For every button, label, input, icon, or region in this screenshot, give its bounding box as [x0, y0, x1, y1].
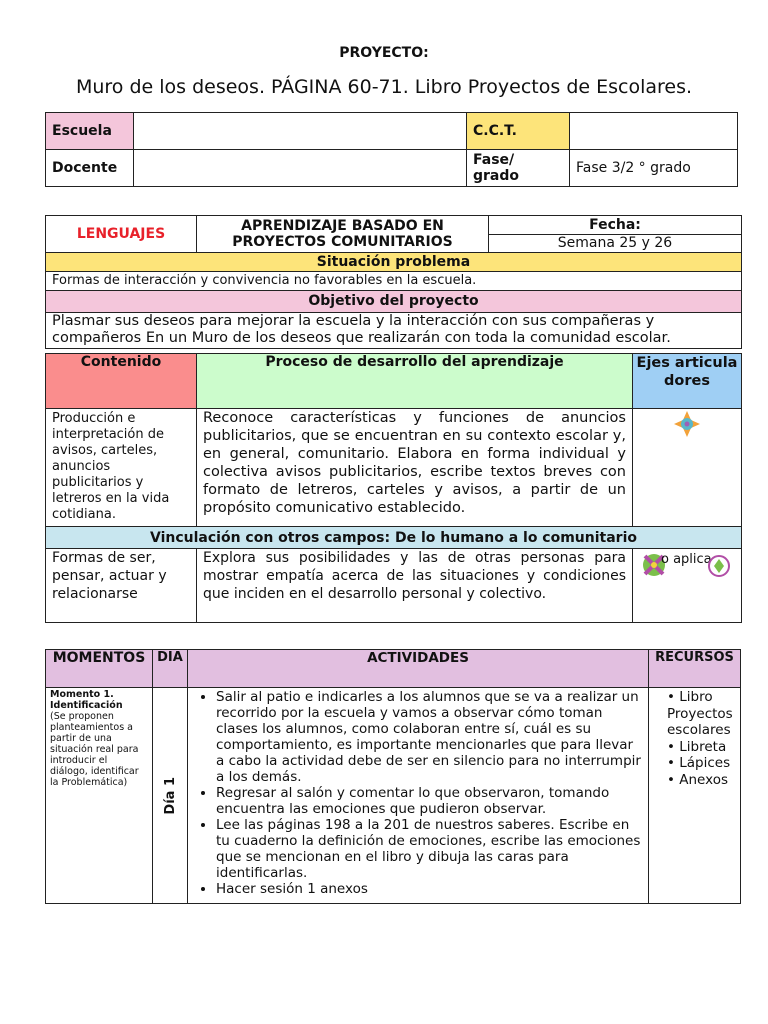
docente-label: Docente [46, 150, 134, 187]
situacion-label: Situación problema [46, 253, 742, 272]
recursos-list [649, 688, 741, 904]
contenido-label: Contenido [46, 354, 197, 409]
eje-pensamiento-critico-icon [707, 554, 731, 578]
recurso-item: • Libro Proyectos escolares [667, 689, 738, 739]
fase-label: Fase/ grado [467, 150, 570, 187]
docente-field[interactable] [134, 150, 467, 187]
dia-header: DIA [153, 650, 188, 688]
contenido-table [45, 353, 742, 623]
ejes-label: Ejes articuladores [633, 354, 742, 409]
contenido-text: Producción e interpretación de avisos, carteles, anuncios publicitarios y letreros en la vida cotidiana. [46, 409, 197, 527]
vinc-proceso: Explora sus posibilidades y las de otras personas para mostrar empatía acerca de las situaciones y condiciones que inciden en el desarrollo personal y colectivo. [197, 549, 633, 623]
recursos-header: RECURSOS [649, 650, 741, 688]
vinc-contenido: Formas de ser, pensar, actuar y relacionarse [46, 549, 197, 623]
proceso-label: Proceso de desarrollo del aprendizaje [197, 354, 633, 409]
recurso-item: • Lápices [667, 755, 738, 772]
momento-desc: (Se proponen planteamientos a partir de una situación real para introducir el diálogo, identificar la Problemática) [50, 711, 139, 788]
metodologia: APRENDIZAJE BASADO EN PROYECTOS COMUNITARIOS [197, 216, 489, 253]
activity-item: • Hacer sesión 1 anexos [216, 881, 644, 897]
cct-label: C.C.T. [467, 113, 570, 150]
momentos-header: MOMENTOS [46, 650, 153, 688]
project-subtitle: Muro de los deseos. PÁGINA 60-71. Libro Proyectos de Escolares. [75, 76, 693, 98]
school-info-table [45, 112, 738, 187]
activities-table [45, 649, 741, 904]
escuela-field[interactable] [134, 113, 467, 150]
cct-field[interactable] [570, 113, 738, 150]
planning-table [45, 215, 742, 349]
objetivo-text: Plasmar sus deseos para mejorar la escuela y la interacción con sus compañeras y compañeros En un Muro de los deseos que realizarán con toda la comunidad escolar. [46, 313, 742, 349]
document-title: PROYECTO: [339, 45, 429, 61]
actividades-header: ACTIVIDADES [188, 650, 649, 688]
activity-item: • Regresar al salón y comentar lo que observaron, tomando encuentra las emociones que pudieron observar. [216, 785, 644, 817]
proceso-text: Reconoce características y funciones de anuncios publicitarios, que se encuentran en su contexto escolar y, en general, comunitario. Elabora en forma individual y colectiva avisos publicitarios, escribe textos breves con formato de letreros, carteles y avisos, a partir de un propósito comunicativo establecido. [197, 409, 633, 527]
fecha-value: Semana 25 y 26 [557, 235, 673, 251]
escuela-label: Escuela [46, 113, 134, 150]
activities-list [188, 688, 649, 904]
recurso-item: • Anexos [667, 772, 738, 789]
momento-title: Momento 1. Identificación [50, 689, 123, 711]
fase-value: Fase 3/2 ° grado [570, 150, 738, 187]
campo-formativo: LENGUAJES [46, 216, 197, 253]
situacion-text: Formas de interacción y convivencia no favorables en la escuela. [46, 272, 742, 291]
recurso-item: • Libreta [667, 739, 738, 756]
vinculacion-label: Vinculación con otros campos: De lo humano a lo comunitario [46, 527, 742, 549]
dia-label: Día 1 [162, 776, 178, 815]
no-aplica-text: o aplica [661, 552, 712, 567]
activity-item: • Lee las páginas 198 a la 201 de nuestros saberes. Escribe en tu cuaderno la definición de emociones, escribe las emociones que se mencionan en el libro y dibuja las caras para identificarlas. [216, 817, 644, 881]
eje-inclusion-icon [672, 409, 702, 439]
objetivo-label: Objetivo del proyecto [46, 291, 742, 313]
fecha-label: Fecha: [489, 216, 741, 235]
activity-item: • Salir al patio e indicarles a los alumnos que se va a realizar un recorrido por la escuela y vamos a observar cómo toman clases los alumnos, como colaboran entre sí, cuál es su comportamiento, es importante mencionarles que para llevar a cabo la actividad debe de ser en silencio para no interrumpir a los demás. [216, 689, 644, 785]
